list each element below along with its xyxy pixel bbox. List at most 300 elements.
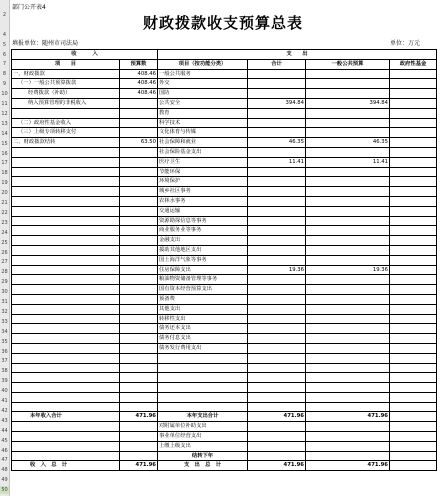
income-value-cell[interactable]: [120, 304, 158, 314]
income-value-cell[interactable]: [120, 128, 158, 138]
fund-cell[interactable]: [390, 265, 437, 275]
expense-total-cell[interactable]: [248, 285, 306, 295]
expense-total-cell[interactable]: [248, 69, 306, 79]
fund-cell[interactable]: [390, 187, 437, 197]
general-budget-cell[interactable]: 46.35: [306, 138, 390, 148]
income-item-cell[interactable]: 一、财政拨款: [12, 69, 120, 79]
income-item-cell[interactable]: [12, 334, 120, 344]
general-budget-cell[interactable]: 11.41: [306, 157, 390, 167]
row-number[interactable]: 22: [1, 209, 8, 216]
general-budget-cell[interactable]: [306, 324, 390, 334]
income-value-cell[interactable]: [120, 432, 158, 442]
income-item-cell[interactable]: （一）一般公共预算拨款: [12, 79, 120, 89]
income-item-cell[interactable]: 经费拨款（补助）: [12, 89, 120, 99]
row-number[interactable]: 34: [1, 328, 8, 335]
expense-total-cell[interactable]: [248, 187, 306, 197]
expense-item-cell[interactable]: [158, 363, 248, 373]
income-item-cell[interactable]: [12, 216, 120, 226]
row-number[interactable]: 15: [1, 140, 8, 147]
fund-cell[interactable]: [390, 157, 437, 167]
income-item-cell[interactable]: [12, 275, 120, 285]
fund-cell[interactable]: [390, 392, 437, 402]
income-item-cell[interactable]: [12, 383, 120, 393]
income-value-cell[interactable]: [120, 441, 158, 451]
expense-item-cell[interactable]: 债务发行费用支出: [158, 343, 248, 353]
income-item-cell[interactable]: [12, 343, 120, 353]
column-header-expense-item[interactable]: 项目（按功能分类）: [158, 59, 248, 69]
income-value-cell[interactable]: [120, 255, 158, 265]
fund-cell[interactable]: [390, 138, 437, 148]
income-item-cell[interactable]: [12, 147, 120, 157]
fund-cell[interactable]: [390, 343, 437, 353]
general-budget-cell[interactable]: 471.96: [306, 412, 390, 422]
expense-total-cell[interactable]: [248, 451, 306, 461]
income-item-cell[interactable]: 本年收入合计: [12, 412, 120, 422]
row-number[interactable]: 35: [1, 338, 8, 345]
expense-item-cell[interactable]: 国有资本经营预算支出: [158, 285, 248, 295]
expense-total-cell[interactable]: 471.96: [248, 412, 306, 422]
expense-item-cell[interactable]: 城乡社区事务: [158, 187, 248, 197]
income-value-cell[interactable]: 408.46: [120, 69, 158, 79]
expense-item-cell[interactable]: 商业服务业等事务: [158, 226, 248, 236]
row-number[interactable]: 18: [1, 170, 8, 177]
expense-item-cell[interactable]: 公共安全: [158, 98, 248, 108]
expense-total-cell[interactable]: [248, 216, 306, 226]
row-number[interactable]: 29: [1, 279, 8, 286]
income-item-cell[interactable]: （二）政府性基金收入: [12, 118, 120, 128]
fund-cell[interactable]: [390, 167, 437, 177]
expense-total-cell[interactable]: [248, 324, 306, 334]
expense-item-cell[interactable]: [158, 392, 248, 402]
fund-cell[interactable]: [390, 451, 437, 461]
income-value-cell[interactable]: [120, 294, 158, 304]
fund-cell[interactable]: [390, 196, 437, 206]
expense-total-cell[interactable]: [248, 314, 306, 324]
general-budget-cell[interactable]: [306, 89, 390, 99]
income-value-cell[interactable]: [120, 334, 158, 344]
expense-item-cell[interactable]: 事业单位经营支出: [158, 432, 248, 442]
expense-item-cell[interactable]: 国防: [158, 89, 248, 99]
expense-total-cell[interactable]: [248, 275, 306, 285]
income-item-cell[interactable]: 收 入 总 计: [12, 461, 120, 471]
expense-total-cell[interactable]: [248, 128, 306, 138]
income-value-cell[interactable]: [120, 343, 158, 353]
general-budget-cell[interactable]: [306, 118, 390, 128]
expense-item-cell[interactable]: [158, 383, 248, 393]
income-item-cell[interactable]: [12, 206, 120, 216]
income-item-cell[interactable]: [12, 255, 120, 265]
row-number[interactable]: 13: [1, 120, 8, 127]
row-number[interactable]: 16: [1, 150, 8, 157]
expense-total-cell[interactable]: [248, 167, 306, 177]
row-number[interactable]: 27: [1, 259, 8, 266]
income-value-cell[interactable]: [120, 98, 158, 108]
income-item-cell[interactable]: [12, 392, 120, 402]
row-number[interactable]: 19: [1, 180, 8, 187]
row-number[interactable]: 9: [2, 81, 7, 88]
expense-total-cell[interactable]: [248, 147, 306, 157]
general-budget-cell[interactable]: [306, 353, 390, 363]
general-budget-cell[interactable]: [306, 216, 390, 226]
fund-cell[interactable]: [390, 79, 437, 89]
fund-cell[interactable]: [390, 304, 437, 314]
income-value-cell[interactable]: [120, 285, 158, 295]
income-item-cell[interactable]: [12, 363, 120, 373]
general-budget-cell[interactable]: [306, 196, 390, 206]
income-value-cell[interactable]: [120, 147, 158, 157]
general-budget-cell[interactable]: 19.36: [306, 265, 390, 275]
row-number[interactable]: 2: [2, 11, 7, 18]
general-budget-cell[interactable]: [306, 334, 390, 344]
row-number[interactable]: 31: [1, 299, 8, 305]
general-budget-cell[interactable]: [306, 177, 390, 187]
general-budget-cell[interactable]: [306, 314, 390, 324]
income-item-cell[interactable]: [12, 441, 120, 451]
expense-total-cell[interactable]: [248, 383, 306, 393]
row-number[interactable]: 11: [1, 101, 8, 107]
expense-item-cell[interactable]: 科学技术: [158, 118, 248, 128]
row-number[interactable]: 36: [1, 348, 8, 355]
expense-total-cell[interactable]: [248, 294, 306, 304]
income-value-cell[interactable]: [120, 187, 158, 197]
general-budget-cell[interactable]: [306, 147, 390, 157]
general-budget-cell[interactable]: [306, 167, 390, 177]
income-item-cell[interactable]: [12, 226, 120, 236]
expense-item-cell[interactable]: 援助其他地区支出: [158, 245, 248, 255]
income-value-cell[interactable]: [120, 216, 158, 226]
column-header-total[interactable]: 合计: [248, 59, 306, 69]
fund-cell[interactable]: [390, 245, 437, 255]
income-value-cell[interactable]: [120, 392, 158, 402]
expense-total-cell[interactable]: [248, 196, 306, 206]
fund-cell[interactable]: [390, 314, 437, 324]
general-budget-cell[interactable]: [306, 226, 390, 236]
fund-cell[interactable]: [390, 69, 437, 79]
income-item-cell[interactable]: [12, 167, 120, 177]
income-item-cell[interactable]: [12, 304, 120, 314]
expense-total-cell[interactable]: [248, 392, 306, 402]
row-number[interactable]: 49: [1, 477, 8, 484]
fund-cell[interactable]: [390, 226, 437, 236]
income-value-cell[interactable]: [120, 324, 158, 334]
fund-cell[interactable]: [390, 353, 437, 363]
column-header-fund[interactable]: 政府性基金: [390, 59, 437, 69]
row-number[interactable]: 10: [1, 91, 8, 98]
income-item-cell[interactable]: [12, 314, 120, 324]
expense-item-cell[interactable]: 农林水事务: [158, 196, 248, 206]
expense-total-cell[interactable]: [248, 343, 306, 353]
expense-total-cell[interactable]: [248, 432, 306, 442]
general-budget-cell[interactable]: [306, 79, 390, 89]
income-value-cell[interactable]: [120, 383, 158, 393]
expense-item-cell[interactable]: 结转下年: [158, 451, 248, 461]
income-value-cell[interactable]: [120, 353, 158, 363]
expense-item-cell[interactable]: 本年支出合计: [158, 412, 248, 422]
row-number[interactable]: 50: [1, 487, 8, 494]
row-number[interactable]: 23: [1, 219, 8, 226]
expense-total-cell[interactable]: 394.84: [248, 98, 306, 108]
expense-total-cell[interactable]: [248, 304, 306, 314]
expense-item-cell[interactable]: 节能环保: [158, 167, 248, 177]
expense-item-cell[interactable]: [158, 353, 248, 363]
row-number[interactable]: 5: [2, 41, 7, 48]
income-value-cell[interactable]: [120, 314, 158, 324]
income-value-cell[interactable]: 471.96: [120, 461, 158, 471]
row-number[interactable]: 12: [1, 110, 8, 117]
expense-item-cell[interactable]: [158, 373, 248, 383]
expense-item-cell[interactable]: 文化体育与传媒: [158, 128, 248, 138]
row-number[interactable]: 28: [1, 269, 8, 276]
row-number[interactable]: 14: [1, 130, 8, 137]
fund-cell[interactable]: [390, 402, 437, 412]
expense-item-cell[interactable]: 债务付息支出: [158, 334, 248, 344]
income-item-cell[interactable]: 二、财政拨款结转: [12, 138, 120, 148]
income-item-cell[interactable]: [12, 324, 120, 334]
expense-total-cell[interactable]: 46.35: [248, 138, 306, 148]
expense-total-cell[interactable]: [248, 373, 306, 383]
row-number[interactable]: 8: [2, 71, 7, 78]
row-number[interactable]: 33: [1, 318, 8, 325]
general-budget-cell[interactable]: 394.84: [306, 98, 390, 108]
general-budget-cell[interactable]: [306, 422, 390, 432]
expense-item-cell[interactable]: 转移性支出: [158, 314, 248, 324]
row-number[interactable]: 44: [1, 427, 8, 434]
fund-cell[interactable]: [390, 275, 437, 285]
column-header-item[interactable]: 项 目: [12, 59, 120, 69]
expense-item-cell[interactable]: 上缴上级支出: [158, 441, 248, 451]
expense-total-cell[interactable]: 11.41: [248, 157, 306, 167]
general-budget-cell[interactable]: [306, 363, 390, 373]
general-budget-cell[interactable]: [306, 402, 390, 412]
income-value-cell[interactable]: 471.96: [120, 412, 158, 422]
row-number[interactable]: 40: [1, 388, 8, 395]
general-budget-cell[interactable]: [306, 285, 390, 295]
income-item-cell[interactable]: [12, 294, 120, 304]
row-number[interactable]: 21: [1, 200, 8, 206]
income-item-cell[interactable]: [12, 422, 120, 432]
fund-cell[interactable]: [390, 422, 437, 432]
expense-item-cell[interactable]: 社会保险基金支出: [158, 147, 248, 157]
expense-total-cell[interactable]: [248, 402, 306, 412]
income-item-cell[interactable]: [12, 177, 120, 187]
income-item-cell[interactable]: [12, 157, 120, 167]
general-budget-cell[interactable]: 471.96: [306, 461, 390, 471]
row-number[interactable]: 7: [2, 61, 7, 68]
expense-total-cell[interactable]: [248, 226, 306, 236]
expense-item-cell[interactable]: 支 出 总 计: [158, 461, 248, 471]
general-budget-cell[interactable]: [306, 236, 390, 246]
expense-total-cell[interactable]: [248, 108, 306, 118]
expense-total-cell[interactable]: [248, 118, 306, 128]
income-item-cell[interactable]: [12, 196, 120, 206]
general-budget-cell[interactable]: [306, 432, 390, 442]
income-header[interactable]: 收 入: [12, 50, 158, 60]
expense-item-cell[interactable]: 一般公共服务: [158, 69, 248, 79]
expense-total-cell[interactable]: [248, 177, 306, 187]
row-number[interactable]: 6: [2, 51, 7, 58]
income-value-cell[interactable]: 63.50: [120, 138, 158, 148]
expense-item-cell[interactable]: [158, 402, 248, 412]
income-value-cell[interactable]: [120, 118, 158, 128]
column-header-general-budget[interactable]: 一般公共预算: [306, 59, 390, 69]
row-number[interactable]: 17: [1, 160, 8, 167]
income-value-cell[interactable]: [120, 451, 158, 461]
income-value-cell[interactable]: [120, 167, 158, 177]
general-budget-cell[interactable]: [306, 441, 390, 451]
fund-cell[interactable]: [390, 128, 437, 138]
fund-cell[interactable]: [390, 324, 437, 334]
income-item-cell[interactable]: [12, 451, 120, 461]
fund-cell[interactable]: [390, 147, 437, 157]
income-value-cell[interactable]: [120, 177, 158, 187]
row-number[interactable]: 46: [1, 447, 8, 454]
income-value-cell[interactable]: [120, 236, 158, 246]
income-value-cell[interactable]: [120, 275, 158, 285]
income-value-cell[interactable]: [120, 265, 158, 275]
fund-cell[interactable]: [390, 373, 437, 383]
income-item-cell[interactable]: [12, 245, 120, 255]
income-value-cell[interactable]: [120, 108, 158, 118]
expense-total-cell[interactable]: [248, 79, 306, 89]
general-budget-cell[interactable]: [306, 275, 390, 285]
general-budget-cell[interactable]: [306, 343, 390, 353]
expense-item-cell[interactable]: 社会保障和就业: [158, 138, 248, 148]
fund-cell[interactable]: [390, 432, 437, 442]
income-item-cell[interactable]: （三）上级专项转移支付: [12, 128, 120, 138]
income-value-cell[interactable]: [120, 206, 158, 216]
income-value-cell[interactable]: 408.46: [120, 79, 158, 89]
row-number[interactable]: 45: [1, 437, 8, 444]
expense-total-cell[interactable]: [248, 236, 306, 246]
income-item-cell[interactable]: [12, 236, 120, 246]
row-number[interactable]: 24: [1, 229, 8, 236]
expense-total-cell[interactable]: [248, 363, 306, 373]
expense-item-cell[interactable]: 预备费: [158, 294, 248, 304]
row-number[interactable]: 30: [1, 289, 8, 296]
expense-item-cell[interactable]: 国土海洋气象等事务: [158, 255, 248, 265]
row-number[interactable]: 32: [1, 308, 8, 315]
general-budget-cell[interactable]: [306, 206, 390, 216]
general-budget-cell[interactable]: [306, 255, 390, 265]
expense-total-cell[interactable]: 19.36: [248, 265, 306, 275]
general-budget-cell[interactable]: [306, 373, 390, 383]
fund-cell[interactable]: [390, 383, 437, 393]
expense-item-cell[interactable]: 对附属单位补助支出: [158, 422, 248, 432]
general-budget-cell[interactable]: [306, 451, 390, 461]
fund-cell[interactable]: [390, 255, 437, 265]
fund-cell[interactable]: [390, 461, 437, 471]
row-number[interactable]: 26: [1, 249, 8, 256]
income-value-cell[interactable]: [120, 196, 158, 206]
general-budget-cell[interactable]: [306, 108, 390, 118]
fund-cell[interactable]: [390, 108, 437, 118]
income-value-cell[interactable]: [120, 157, 158, 167]
fund-cell[interactable]: [390, 285, 437, 295]
row-number[interactable]: 38: [1, 368, 8, 375]
row-number[interactable]: 4: [2, 31, 7, 38]
fund-cell[interactable]: [390, 216, 437, 226]
row-number[interactable]: 48: [1, 467, 8, 474]
income-item-cell[interactable]: [12, 285, 120, 295]
income-item-cell[interactable]: [12, 432, 120, 442]
income-value-cell[interactable]: [120, 373, 158, 383]
expense-total-cell[interactable]: [248, 422, 306, 432]
expense-total-cell[interactable]: [248, 206, 306, 216]
general-budget-cell[interactable]: [306, 128, 390, 138]
fund-cell[interactable]: [390, 118, 437, 128]
general-budget-cell[interactable]: [306, 245, 390, 255]
income-item-cell[interactable]: [12, 187, 120, 197]
income-value-cell[interactable]: [120, 422, 158, 432]
income-value-cell[interactable]: [120, 226, 158, 236]
expense-item-cell[interactable]: 交通运输: [158, 206, 248, 216]
row-number[interactable]: 39: [1, 378, 8, 385]
income-item-cell[interactable]: [12, 108, 120, 118]
general-budget-cell[interactable]: [306, 187, 390, 197]
fund-cell[interactable]: [390, 363, 437, 373]
row-number[interactable]: 20: [1, 190, 8, 197]
expense-item-cell[interactable]: 资源勘探信息等事务: [158, 216, 248, 226]
expense-item-cell[interactable]: 粮油物资储备管理等事务: [158, 275, 248, 285]
income-value-cell[interactable]: [120, 402, 158, 412]
general-budget-cell[interactable]: [306, 383, 390, 393]
expense-total-cell[interactable]: [248, 255, 306, 265]
expense-total-cell[interactable]: [248, 441, 306, 451]
income-item-cell[interactable]: 纳入预算管理的非税收入: [12, 98, 120, 108]
row-number[interactable]: 25: [1, 239, 8, 246]
expense-header[interactable]: 支 出: [158, 50, 437, 60]
row-number[interactable]: 37: [1, 358, 8, 365]
fund-cell[interactable]: [390, 441, 437, 451]
row-number[interactable]: 42: [1, 407, 8, 414]
income-item-cell[interactable]: [12, 353, 120, 363]
expense-item-cell[interactable]: 外交: [158, 79, 248, 89]
expense-item-cell[interactable]: 债务还本支出: [158, 324, 248, 334]
fund-cell[interactable]: [390, 206, 437, 216]
expense-total-cell[interactable]: 471.96: [248, 461, 306, 471]
fund-cell[interactable]: [390, 294, 437, 304]
row-number[interactable]: 47: [1, 457, 8, 464]
general-budget-cell[interactable]: [306, 392, 390, 402]
row-number[interactable]: 41: [1, 398, 8, 404]
income-item-cell[interactable]: [12, 265, 120, 275]
fund-cell[interactable]: [390, 334, 437, 344]
column-header-budget[interactable]: 预算数: [120, 59, 158, 69]
fund-cell[interactable]: [390, 236, 437, 246]
expense-item-cell[interactable]: 住房保障支出: [158, 265, 248, 275]
row-number[interactable]: 43: [1, 417, 8, 424]
general-budget-cell[interactable]: [306, 304, 390, 314]
income-item-cell[interactable]: [12, 402, 120, 412]
expense-total-cell[interactable]: [248, 245, 306, 255]
expense-item-cell[interactable]: 金融支出: [158, 236, 248, 246]
income-value-cell[interactable]: 408.46: [120, 89, 158, 99]
expense-total-cell[interactable]: [248, 89, 306, 99]
expense-item-cell[interactable]: 其他支出: [158, 304, 248, 314]
income-value-cell[interactable]: [120, 363, 158, 373]
expense-total-cell[interactable]: [248, 334, 306, 344]
expense-item-cell[interactable]: 环境保护: [158, 177, 248, 187]
general-budget-cell[interactable]: [306, 69, 390, 79]
income-value-cell[interactable]: [120, 245, 158, 255]
fund-cell[interactable]: [390, 89, 437, 99]
fund-cell[interactable]: [390, 177, 437, 187]
expense-item-cell[interactable]: 医疗卫生: [158, 157, 248, 167]
expense-item-cell[interactable]: 教育: [158, 108, 248, 118]
fund-cell[interactable]: [390, 412, 437, 422]
fund-cell[interactable]: [390, 98, 437, 108]
general-budget-cell[interactable]: [306, 294, 390, 304]
